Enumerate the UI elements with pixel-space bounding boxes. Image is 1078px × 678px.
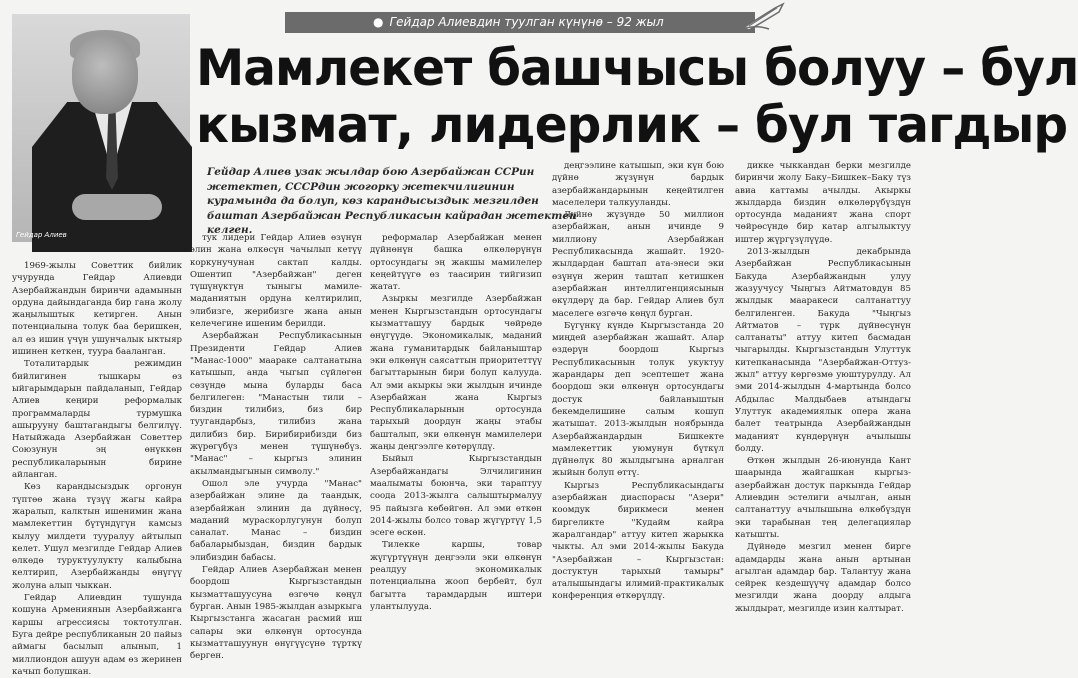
paragraph: Быйыл Кыргызстандын Азербайжандагы Элчилигинин маалыматы боюнча, эки тараптуу соода 2013-жылга салыштырмалуу 95 пайызга көбөйгөн. Ал эми өткөн 2014-жылы болсо товар жүгүртүү 1,5 эсеге өскөн. [370,454,542,539]
paragraph: Көз карандысыздык оргонун түптөө жана түзүү жагы кайра жаралып, калктын ишенимин жана мамлекеттин бүтүндүгүн камсыз кылуу милдети тууралуу айтылып келет. Ушул мезгилде Гейдар Алиев өлкөдө туруктуулукту калыбына келтирип, Азербайжанды өнүгүү жолуна алып чыккан. [12,482,182,591]
paragraph: Гейдар Алиевдин тушунда кошуна Армениянын Азербайжанга каршы агрессиясы токтотулган. Буга дейре республиканын 20 пайыз аймагы басылып алынып, 1 миллиондон ашуун адам өз жеринен качып болушкан. [12,593,182,677]
banner-text: Гейдар Алиевдин туулган күнүнө – 92 жыл [389,15,664,29]
paragraph: деңгээлине катышып, эки күн бою дүйнө жүзүнүн бардык азербайжандарынын кеңейтилген маселелери талкууланды. [552,161,724,208]
article-headline [196,39,1078,154]
paragraph: Ошол эле учурда "Манас" азербайжан элине да таандык, азербайжан элинин да дүйнөсү, маданий мураскорлугунун болуп саналат. Манас – биздин бабаларыбыздан, биздин бардык элибиздин бабасы. [190,478,362,563]
quill-pen-icon [735,2,795,32]
paragraph: реформалар Азербайжан менен дүйнөнүн башка өлкөлөрүнүн ортосундагы эң жакшы мамилелер кеңейтүүгө өз таасирин тийгизип жатат. [370,233,542,293]
paragraph: 1969-жылы Советтик бийлик учурунда Гейдар Алиевди Азербайжандын биринчи адамынын ордуна дайындаганда бир гана жолу жаңылыштык кетирген. Анын потенциалына толук баа беришкен, ал өз ишин үчүн ушунчалык ыктыяр ишинен кеткен, туура бааланган. [12,261,182,358]
headline-line-2: кызмат, лидерлик – бул тагдыр [196,96,1068,154]
text-column-5 [735,160,911,630]
text-column-1 [12,260,182,677]
headline-line-1: Мамлекет башчысы болуу – бул [196,39,1078,97]
paragraph: Дүйнө жүзүндө 50 миллион азербайжан, анын ичинде 9 миллиону Азербайжан Республикасында жашайт. 1920-жылдардан баштап ата-энеси эки өзүнүн жерин таштап кетишкен азербайжан интеллигенциясынын өкүлдөрү да бар. Гейдар Алиев бул маселеге өзгөчө көңүл бурган. [552,210,724,319]
leader-photo [12,14,190,242]
paragraph: Өткөн жылдын 26-июнунда Кант шаарында жайгашкан кыргыз-азербайжан достук паркында Гейдар Алиевдин эстелиги ачылган, анын салтанаттуу ачылышына өлкөбүздүн эки тарабынан тең делегациялар катышты. [735,456,911,540]
text-column-3 [370,232,542,630]
text-column-4 [552,160,724,630]
paragraph: Дүйнөдө мезгил менен бирге адамдарды жана анын артынан агылган адамдар бар. Талантуу жана сейрек кездешүүчү адамдар болсо мезгилди жана доорду алдыга жылдырат, мезгилде изин калтырат. [735,542,911,614]
paragraph: Тоталитардык режимдин бийлигинен тышкары өз ыйгарымдарын пайдаланып, Гейдар Алиев кеңири реформалык программаларды турмушка ашырууну баштагандыгы белгилүү. Натыйжада Азербайжан Советтер Союзунун эң өнүккөн республикаларынын бирине айланган. [12,359,182,481]
paragraph: Азыркы мезгилде Азербайжан менен Кыргызстандын ортосундагы кызматташуу бардык чөйрөдө өнүгүүдө. Экономикалык, маданий жана гуманитардык байланыштар эки өлкөнүн саясаттын приоритеттүү багыттарынын бири болуп калууда. Ал эми акыркы эки жылдын ичинде Азербайжан жана Кыргыз Республикаларынын ортосунда тарыхый доордун жаңы этабы башталып, эки өлкөнүн мамилелери жаңы деңгээлге көтөрүлдү. [370,294,542,453]
paragraph: Тилекке каршы, товар жүгүртүүнүн деңгээли эки өлкөнүн реалдуу экономикалык потенциалына жооп бербейт, бул багытта тарамдардын иштери улантылууда. [370,540,542,612]
paragraph: дикке чыккандан берки мезгилде биринчи жолу Баку–Бишкек–Баку түз авиа каттамы ачылды. Акыркы жылдарда биздин өлкөлөрүбүздүн ортосунда маданият жана спорт чөйрөсүндө бир катар алгылыктуу иштер жүргүзүлүүдө. [735,161,911,245]
paragraph: тук лидери Гейдар Алиев өзүнүн элин жана өлкөсүн чачылып кетүү коркунучунан сактап калды. Ошентип "Азербайжан" деген түшүнүктүн тыныгы мамиле-маданиятын ордуна келтирилип, элибизге, жерибизге жана анын келечегине ишеним берилди. [190,233,362,330]
paragraph: Гейдар Алиев Азербайжан менен боордош Кыргызстандын кызматташуусуна өзгөчө көңүл бурган. Анын 1985-жылдан азыркыга Кыргызстанга жасаган расмий иш сапары эки өлкөнүн ортосунда кызматташуунун өнүгүүсүнө түрткү берген. [190,565,362,662]
photo-caption: Гейдар Алиев [16,231,67,239]
paragraph: Кыргыз Республикасындагы азербайжан диаспорасы "Азери" коомдук бирикмеси менен биргеликте "Кудайм кайра жаралгандар" аттуу китеп жарыкка чыкты. Ал эми 2014-жылы Бакуда "Азербайжан – Кыргызстан: достуктун тарыхый тамыры" аталышындагы илимий-практикалык конференция өткөрүлдү. [552,480,724,602]
paragraph: Бүгүнкү күндө Кыргызстанда 20 миңдей азербайжан жашайт. Алар өздөрүн боордош Кыргыз Республикасынын толук укуктуу жарандары деп эсептешет жана боордош эки өлкөнүн ортосундагы достук байланыштын бекемделишине салым кошуп жатышат. 2013-жылдын ноябрында Азербайжандардын Бишкекте мамлекеттик уюмунун бүткүл дүйнөлүк 80 жылдыгына арналган жыйын болуп өттү. [552,320,724,479]
text-column-2 [190,232,362,662]
paragraph: Азербайжан Республикасынын Президенти Гейдар Алиев "Манас-1000" маараке салтанатына катышып, анда чыгып сүйлөгөн сөзүндө мына буларды баса белгилеген: "Манастын тили – биздин тилибиз, биз бир туугандарбыз, тилибиз жана дилибиз бир. Бирибирибизди биз жүрөгүбүз менен түшүнөбүз. "Манас" – кыргыз элинин акылмандыгынын символу." [190,331,362,477]
bullet-icon: ● [373,15,384,29]
section-banner [285,12,755,33]
paragraph: 2013-жылдын декабрында Азербайжан Республикасынын Бакуда Азербайжандын улуу жазуучусу Чыңгыз Айтматовдун 85 жылдык мааракеси салтанаттуу белгиленген. Бакуда "Чыңгыз Айтматов – түрк дүйнөсүнүн салтанаты" аттуу китеп басмадан чыгарылды. Кыргызстандын Улуттук китепканасында "Азербайжан-Оттуз-жыл" аттуу көргөзмө уюштурулду. Ал эми 2014-жылдын 4-мартында болсо Абдылас Малдыбаев атындагы Улуттук академиялык опера жана балет театрында Азербайжандын маданият күндөрүнүн ачылышы болду. [735,247,911,454]
article-lead: Гейдар Алиев узак жылдар бою Азербайжан ССРин жетектеп, СССРдин жогорку жетекчилигинин курамында да болуп, көз карандысыздык мезгилден баштап Азербайжан Республикасын кайрадан жетектеп келген. [207,166,577,236]
